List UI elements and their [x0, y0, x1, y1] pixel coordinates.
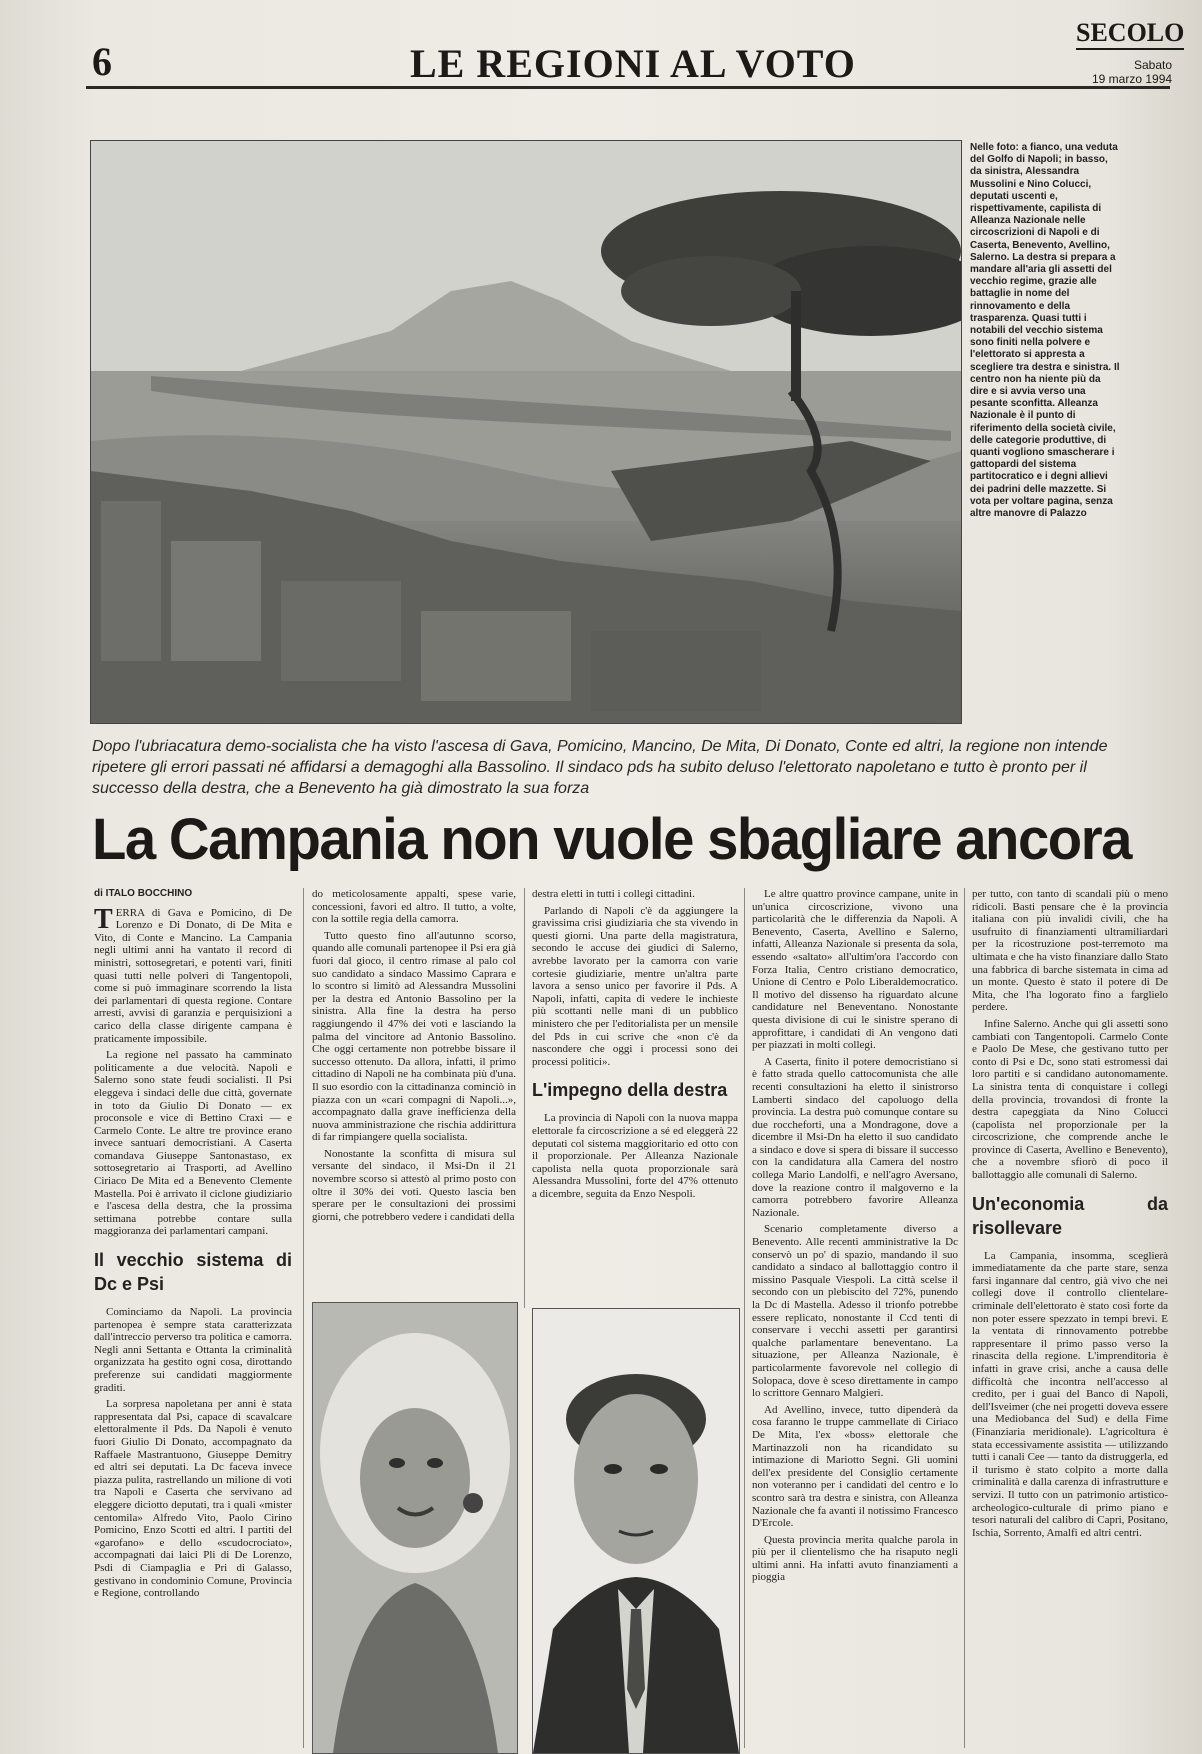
article-paragraph: per tutto, con tanto di scandali più o meno ridicoli. Basti pensare che è la provincia italiana con più invalidi civili, che ha usufruito di finanziamenti ultramiliardari per la ricostruzione post-terremoto ma ultimata e che ha visto finanziare dallo Stato una fabbrica di barche sistemata in cima ad un monte. Questo è stato il potere di De Mita, che l'ha logorato fino a farglielo perdere.	[972, 888, 1168, 1014]
article-paragraph: Infine Salerno. Anche qui gli assetti sono cambiati con Tangentopoli. Carmelo Conte e Paolo De Mese, che gestivano tutto per conto di Psi e Dc, sono stati estromessi dai loro partiti e si candidano autonomamente. La sinistra tenta di conquistare i collegi della provincia, trovandosi di fronte la destra capeggiata da Nino Colucci (capolista nel proporzionale per la circoscrizione, che comprende anche le province di Caserta, Avellino e Benevento), che a novembre sfiorò di poco il ballottaggio alle comunali di Salerno.	[972, 1017, 1168, 1182]
photo-caption: Nelle foto: a fianco, una veduta del Golfo di Napoli; in basso, da sinistra, Alessandra Mussolini e Nino Colucci, deputati uscenti e, rispettivamente, capilista di Alleanza Nazionale nelle circoscrizioni di Napoli e di Caserta, Benevento, Avellino, Salerno. La destra si prepara a mandare all'aria gli assetti del vecchio regime, grazie alle battaglie in nome del rinnovamento e della trasparenza. Quasi tutti i notabili del vecchio sistema sono finiti nella polvere e l'elettorato si appresta a scegliere tra destra e sinistra. Il centro non ha niente più da dire e si avvia verso una pesante sconfitta. Alleanza Nazionale è il punto di riferimento della società civile, delle categorie produttive, di quanti vogliono smascherare i gattopardi del sistema partitocratico e i degni allievi dei padrini delle mazzette. Si vota per voltare pagina, senza altre manovre di Palazzo	[970, 142, 1120, 520]
article-paragraph: Le altre quattro province campane, unite in un'unica circoscrizione, vivono una particolarità che le differenzia da Napoli. A Benevento, Caserta, Avellino e Salerno, infatti, Alleanza Nazionale si presenta da sola, essendo «saltato» all'ultim'ora l'accordo con Forza Italia, Centro cristiano democratico, Unione di Centro e Polo Liberaldemocratico. Il motivo del dissenso ha riguardato alcune candidature nel Beneventano. Nonostante questa divisione di cui le sinistre sperano di approfittare, i candidati di An vengono dati per piazzati in molti collegi.	[752, 888, 958, 1052]
section-title: LE REGIONI AL VOTO	[410, 41, 856, 86]
column-rule	[524, 888, 525, 1308]
article-column-5	[972, 888, 1168, 1543]
article-column-1	[94, 888, 292, 1604]
article-paragraph: La provincia di Napoli con la nuova mappa elettorale fa circoscrizione a sé ed eleggerà 22 deputati col sistema maggioritario ed otto con il proporzionale. Per Alleanza Nazionale capolista nella quota proporzionale sarà Alessandra Mussolini, forte del 47% ottenuto a dicembre, seguita da Enzo Nespoli.	[532, 1112, 738, 1200]
masthead-logo: SECOLO	[1076, 18, 1184, 50]
article-paragraph: Questa provincia merita qualche parola in più per il clientelismo che ha risaputo negli ultimi anni. Ha infatti avuto finanziamenti a pioggia	[752, 1533, 958, 1584]
portrait-illustration	[533, 1309, 739, 1753]
article-paragraph: TERRA di Gava e Pomicino, di De Lorenzo e Di Donato, di De Mita e Vito, di Conte e Mancino. La Campania negli ultimi anni ha vantato il record di ministri, sottosegretari, e potenti vari, finiti quasi tutti nelle polveri di Tangentopoli, come si può immaginare scorrendo la lista dei parlamentari di questa regione. Contare arresti, avvisi di garanzia e perquisizioni a carico della classe dirigente campana è praticamente impossibile.	[94, 903, 292, 1045]
portrait-nino-colucci	[532, 1308, 740, 1754]
article-paragraph: Parlando di Napoli c'è da aggiungere la gravissima crisi giudiziaria che sta vivendo in questi giorni. Una parte della magistratura, secondo le accuse dei giudici di Salerno, avrebbe lavorato per la camorra con varie cortesie giudiziarie, mentre un'altra parte lavora a senso unico per favorire il Pds. A Napoli, infatti, capita di vedere le inchieste più scottanti nelle mani di un pubblico ministero che per l'editorialista per un mensile del Pds in cui scrive che «non c'è da nascondere che oggi i processi sono dei processi politici».	[532, 904, 738, 1068]
lead-paragraph: Dopo l'ubriacatura demo-socialista che ha visto l'ascesa di Gava, Pomicino, Mancino, De Mita, Di Donato, Conte ed altri, la regione non intende ripetere gli errori passati né affidarsi a demagoghi alla Bassolino. Il sindaco pds ha subito deluso l'elettorato napoletano e tutto è pronto per il successo della destra, che a Benevento ha già dimostrato la sua forza	[92, 738, 1108, 797]
article-paragraph: Cominciamo da Napoli. La provincia partenopea è sempre stata caratterizzata dall'intreccio perverso tra politica e camorra. Negli anni Settanta e Ottanta la criminalità organizzata ha gestito ogni cosa, dirottando preferenze sui candidati maggiormente graditi.	[94, 1306, 292, 1394]
article-column-2	[312, 888, 516, 1227]
subhead: Il vecchio sistema di Dc e Psi	[94, 1250, 292, 1295]
article-paragraph: Scenario completamente diverso a Benevento. Alle recenti amministrative la Dc conservò un po' di spazio, mandando il suo candidato a sindaco al ballottaggio contro il missino Pasquale Viespoli. La città scelse il secondo con un plebiscito del 72%, punendo la Dc di Mastella. Adesso il trionfo potrebbe essere replicato, nonostante il Ccd tenti di conservare i vecchi assetti per garantirsi qualche parlamentare beneventano. La situazione, per Alleanza Nazionale, è particolarmente favorevole nel collegio di Solopaca, dove è sceso direttamente in campo lo scrittore Gennaro Malgieri.	[752, 1223, 958, 1400]
portrait-alessandra-mussolini	[312, 1302, 518, 1754]
article-paragraph: La Campania, insomma, sceglierà immediatamente da che parte stare, senza farsi ingannare dal centro, già vivo che nei collegi dove il controllo clientelare-criminale dell'elettorato è stato così forte da non poter essere spezzato in tempi brevi. E la ventata di rinnovamento potrebbe rappresentare il primo passo verso la rinascita della regione. L'imprenditoria è infatti in grave crisi, anche a causa delle difficoltà che incontra nell'accesso al credito, per i guai del Banco di Napoli, dell'Isveimer (che nei progetti doveva essere una Mediobanca del Sud) e della Fime (Finanziaria meridionale). L'agricoltura è stata eccessivamente assistita — utilizzando tutti i canali Cee — tanto da distruggerla, ed il turismo è stato colpito a morte dalla criminalità e dalla carenza di infrastrutture e servizi. Il tutto con un patrimonio artistico-archeologico-culturale di primo piano e tesori naturali del calibro di Capri, Positano, Ischia, Sorrento, Amalfi ed altri centri.	[972, 1249, 1168, 1539]
drop-cap: T	[94, 903, 113, 935]
article-paragraph: Nonostante la sconfitta di misura sul versante del sindaco, il Msi-Dn il 21 novembre scorso si attestò al primo posto con oltre il 30% dei voti. Questo lascia ben sperare per le consultazioni dei prossimi giorni, che potrebbero vedere i candidati della	[312, 1147, 516, 1223]
subhead: L'impegno della destra	[532, 1080, 728, 1101]
issue-day: Sabato	[1134, 58, 1173, 72]
header-rule	[86, 86, 1170, 89]
issue-date: 19 marzo 1994	[1092, 72, 1173, 86]
article-paragraph: Tutto questo fino all'autunno scorso, quando alle comunali partenopee il Psi era già fuori dal gioco, il centro rimase al palo col suo candidato a sindaco Massimo Caprara e lo scontro si limitò ad Alessandra Mussolini per la destra ed Antonio Bassolino per la sinistra. Alla fine la destra ha perso raggiungendo il 47% dei voti e lasciando la palma del vincitore ad Antonio Bassolino. Che oggi certamente non potrebbe bissare il successo ottenuto. Da allora, infatti, il primo cittadino di Napoli ne ha combinata più d'una. Il suo esordio con la cittadinanza cominciò in piazza con un «cari compagni di Napoli...», accompagnato dalla grave inefficienza della nuova amministrazione che rischia addirittura di far rimpiangere quella socialista.	[312, 929, 516, 1144]
column-rule	[303, 888, 304, 1748]
article-paragraph: do meticolosamente appalti, spese varie, concessioni, favori ed altro. Il tutto, a volte, con la sottile regia della camorra.	[312, 888, 516, 926]
page-number: 6	[92, 39, 112, 84]
column-rule	[744, 888, 745, 1748]
article-paragraph: A Caserta, finito il potere democristiano si è fatto strada quello cattocomunista che alle recenti consultazioni ha eletto il sinistrorso Lamberti sindaco del capoluogo della provincia. La destra può comunque contare su due roccheforti, una a Mondragone, dove a dicembre il Msi-Dn ha eletto il suo candidato a sindaco e dove si spera di bissare il successo con la candidatura alla Camera del nostro collega Mario Landolfi, e nell'agro Aversano, dove la reazione contro il malgoverno e la camorra potrebbero favorire Alleanza Nazionale.	[752, 1055, 958, 1219]
article-column-4	[752, 888, 958, 1588]
portrait-illustration	[313, 1303, 517, 1753]
subhead: Un'economia da risollevare	[972, 1193, 1168, 1238]
article-column-3	[532, 888, 738, 1204]
gulf-of-naples-photo	[90, 140, 962, 724]
byline: di ITALO BOCCHINO	[94, 888, 193, 899]
article-paragraph: Ad Avellino, invece, tutto dipenderà da cosa faranno le truppe cammellate di Ciriaco De Mita, l'ex «boss» elettorale che Martinazzoli non ha ricandidato su intimazione di Mariotto Segni. Gli uomini dell'ex presidente del Consiglio certamente non voteranno per i candidati del centro e lo scontro sarà tra destra e sinistra, con Alleanza Nazionale che fa avanti il notissimo Francesco D'Ercole.	[752, 1403, 958, 1530]
article-paragraph: destra eletti in tutti i collegi cittadini.	[532, 888, 695, 900]
article-paragraph: La regione nel passato ha camminato politicamente a due velocità. Napoli e Salerno sono state feudi socialisti. Il Psi eleggeva i sindaci delle due città, governate in toto da Giulio Di Donato — ex proconsole e vice di Bettino Craxi — e Carmelo Conte. Le altre tre province erano invece santuari democristiani. A Caserta comandava Giuseppe Santonastaso, ex sottosegretario ai Trasporti, ad Avellino Ciriaco De Mita ed a Benevento Clemente Mastella. Poi è arrivato il ciclone giudiziario e l'ascesa della destra, che la prossima settimana potrebbe contare sulla maggioranza dei parlamentari campani.	[94, 1049, 292, 1238]
photo-illustration	[91, 141, 961, 723]
article-paragraph: La sorpresa napoletana per anni è stata rappresentata dal Psi, capace di scavalcare elettoralmente il Pds. Da Napoli è venuto fuori Giulio Di Donato, accompagnato da Raffaele Mastrantuono, Giuseppe Demitry ed altri sei deputati. La Dc faceva invece piazza pulita, rastrellando un milione di voti tra Napoli e Caserta che servivano ad eleggere diciotto deputati, tra i quali «mister centomila» Alfredo Vito, Paolo Cirino Pomicino, Enzo Scotti ed altri. I partiti del «garofano» e dello «scudocrociato», accompagnati dai laici Pli di De Lorenzo, Psdi di Ciampaglia e Pri di Galasso, gestivano in condominio Comune, Provincia e Regione, controllando	[94, 1398, 292, 1600]
main-headline: La Campania non vuole sbagliare ancora	[92, 807, 1131, 872]
column-rule	[964, 888, 965, 1748]
